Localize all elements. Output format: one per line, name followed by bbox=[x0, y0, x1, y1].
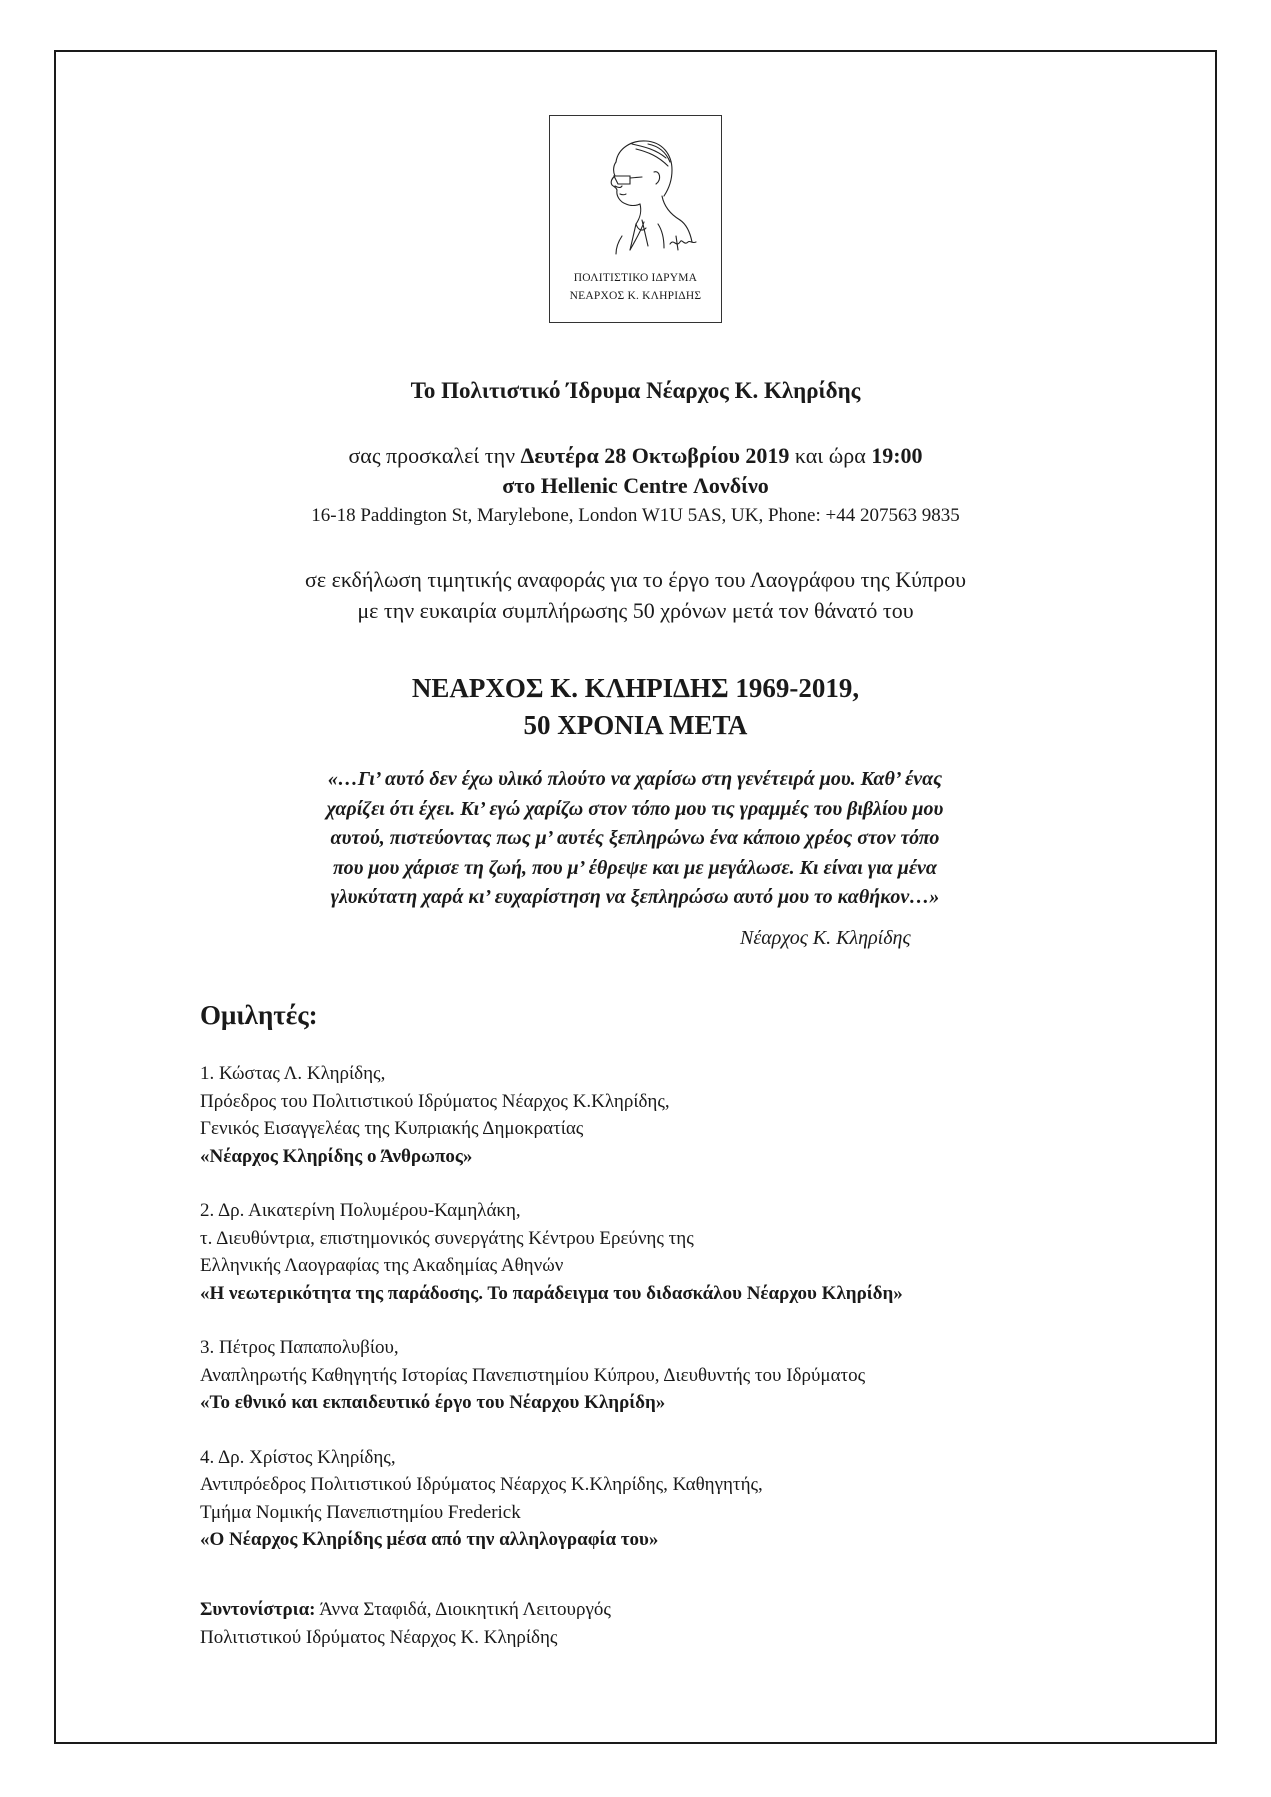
speaker-line: Αντιπρόεδρος Πολιτιστικού Ιδρύματος Νέαρχος Κ.Κληρίδης, Καθηγητής, bbox=[200, 1474, 763, 1495]
quote-line: «…Γι’ αυτό δεν έχω υλικό πλούτο να χαρίσω στη γενέτειρά μου. Καθ’ ένας bbox=[327, 768, 943, 790]
speaker-talk-title: «Ο Νέαρχος Κληρίδης μέσα από την αλληλογραφία του» bbox=[200, 1529, 659, 1550]
speaker-talk-title: «Το εθνικό και εκπαιδευτικό έργο του Νέαρχου Κληρίδη» bbox=[200, 1392, 666, 1413]
speaker-item bbox=[200, 1334, 1200, 1417]
logo-line-1: ΠΟΛΙΤΙΣΤΙΚΟ ΙΔΡΥΜΑ bbox=[573, 272, 698, 284]
invite-prefix: σας προσκαλεί την bbox=[348, 443, 521, 468]
event-description-line-2: με την ευκαιρία συμπλήρωσης 50 χρόνων μετά τον θάνατό του bbox=[357, 598, 914, 623]
invite-date: Δευτέρα 28 Οκτωβρίου 2019 bbox=[520, 443, 790, 468]
speaker-talk-title: «Νέαρχος Κληρίδης ο Άνθρωπος» bbox=[200, 1145, 473, 1167]
speaker-line: 3. Πέτρος Παπαπολυβίου, bbox=[200, 1337, 399, 1358]
speakers-list bbox=[200, 1060, 1200, 1581]
quote-line: αυτού, πιστεύοντας πως μ’ αυτές ξεπληρώνω ένα κάποιο χρέος στον τόπο bbox=[330, 827, 940, 849]
speaker-line: Πρόεδρος του Πολιτιστικού Ιδρύματος Νέαρχος Κ.Κληρίδης, bbox=[200, 1090, 670, 1112]
coordinator-label: Συντονίστρια: bbox=[200, 1599, 316, 1620]
venue: στο Hellenic Centre Λονδίνο bbox=[502, 473, 769, 498]
speaker-line: Ελληνικής Λαογραφίας της Ακαδημίας Αθηνών bbox=[200, 1255, 564, 1276]
speaker-line: Αναπληρωτής Καθηγητής Ιστορίας Πανεπιστημίου Κύπρου, Διευθυντής του Ιδρύματος bbox=[200, 1364, 866, 1386]
speaker-line: 4. Δρ. Χρίστος Κληρίδης, bbox=[200, 1446, 396, 1468]
invite-time: 19:00 bbox=[871, 443, 923, 468]
speakers-heading: Ομιλητές: bbox=[200, 1000, 318, 1030]
logo-line-2: ΝΕΑΡΧΟΣ Κ. ΚΛΗΡΙΔΗΣ bbox=[569, 290, 702, 302]
speaker-line: Τμήμα Νομικής Πανεπιστημίου Frederick bbox=[200, 1501, 521, 1523]
speaker-item bbox=[200, 1060, 1200, 1170]
speaker-item bbox=[200, 1444, 1200, 1554]
invitation-line bbox=[0, 443, 1271, 469]
quote-line: γλυκύτατη χαρά κι’ ευχαρίστηση να ξεπληρώσω αυτό μου το καθήκον…» bbox=[330, 886, 940, 908]
speaker-item bbox=[200, 1197, 1200, 1307]
quote-block bbox=[220, 765, 1050, 913]
coordinator-name: Άννα Σταφιδά, Διοικητική Λειτουργός bbox=[315, 1599, 611, 1620]
quote-author: Νέαρχος Κ. Κληρίδης bbox=[740, 927, 911, 949]
event-heading-line-2: 50 ΧΡΟΝΙΑ ΜΕΤΑ bbox=[523, 710, 748, 740]
event-heading-line-1: ΝΕΑΡΧΟΣ Κ. ΚΛΗΡΙΔΗΣ 1969-2019, bbox=[411, 673, 860, 703]
speaker-line: 2. Δρ. Αικατερίνη Πολυμέρου-Καμηλάκη, bbox=[200, 1200, 521, 1221]
coordinator bbox=[200, 1596, 611, 1651]
quote-line: που μου χάρισε τη ζωή, που μ’ έθρεψε και με μεγάλωσε. Κι είναι για μένα bbox=[333, 856, 937, 879]
quote-line: χαρίζει ότι έχει. Κι’ εγώ χαρίζω στον τόπο μου τις γραμμές του βιβλίου μου bbox=[326, 797, 944, 820]
coordinator-affiliation: Πολιτιστικού Ιδρύματος Νέαρχος Κ. Κληρίδης bbox=[200, 1626, 558, 1648]
speaker-line: Γενικός Εισαγγελέας της Κυπριακής Δημοκρατίας bbox=[200, 1118, 584, 1139]
invite-mid: και ώρα bbox=[789, 443, 872, 468]
event-description-line-1: σε εκδήλωση τιμητικής αναφοράς για το έργο του Λαογράφου της Κύπρου bbox=[305, 567, 966, 592]
foundation-title: Το Πολιτιστικό Ίδρυμα Νέαρχος Κ. Κληρίδης bbox=[410, 378, 861, 403]
portrait-sketch-icon bbox=[558, 124, 713, 264]
speaker-talk-title: «Η νεωτερικότητα της παράδοσης. Το παράδειγμα του διδασκάλου Νέαρχου Κληρίδη» bbox=[200, 1282, 903, 1304]
speaker-line: τ. Διευθύντρια, επιστημονικός συνεργάτης Κέντρου Ερεύνης της bbox=[200, 1227, 694, 1249]
speaker-line: 1. Κώστας Λ. Κληρίδης, bbox=[200, 1063, 386, 1084]
foundation-logo bbox=[549, 115, 722, 323]
venue-address: 16-18 Paddington St, Marylebone, London W1U 5AS, UK, Phone: +44 207563 9835 bbox=[311, 505, 960, 526]
